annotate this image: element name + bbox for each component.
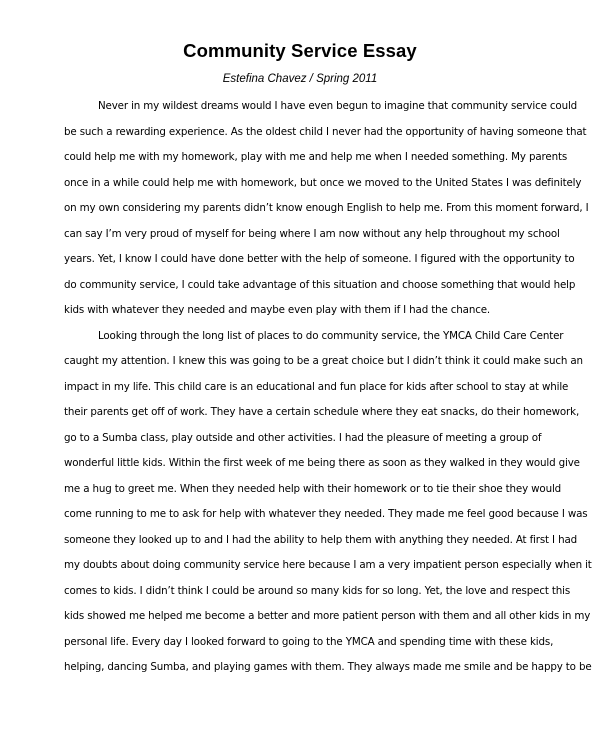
document-title: Community Service Essay <box>183 40 417 61</box>
text-line: caught my attention. I knew this was going to be a great choice but I didn’t think it could make such an <box>64 355 583 367</box>
text-line: can say I’m very proud of myself for being where I am now without any help throughout my school <box>64 227 560 240</box>
text-line: impact in my life. This child care is an educational and fun place for kids after school to stay at while <box>64 380 569 393</box>
text-line: their parents get off of work. They have a certain schedule where they eat snacks, do their homework, <box>64 406 580 418</box>
text-line: me a hug to greet me. When they needed help with their homework or to tie their shoe they would <box>64 482 562 495</box>
text-line: helping, dancing Sumba, and playing games with them. They always made me smile and be happy to be <box>64 661 592 673</box>
text-line: go to a Sumba class, play outside and other activities. I had the pleasure of meeting a group of <box>64 431 542 444</box>
text-line: comes to kids. I didn’t think I could be around so many kids for so long. Yet, the love and respect this <box>64 584 571 597</box>
text-line: once in a while could help me with homework, but once we moved to the United States I was definitely <box>64 176 582 189</box>
text-line: my doubts about doing community service here because I am a very impatient person especially when it <box>64 559 592 571</box>
text-line: be such a rewarding experience. As the oldest child I never had the opportunity of having someone that <box>64 125 587 138</box>
author-byline: Estefina Chavez / Spring 2011 <box>222 73 378 85</box>
text-line: do community service, I could take advantage of this situation and choose something that would help <box>64 278 576 291</box>
text-line: personal life. Every day I looked forward to going to the YMCA and spending time with these kids, <box>64 635 554 648</box>
text-line: Never in my wildest dreams would I have even begun to imagine that community service could <box>98 100 578 112</box>
text-line: kids with whatever they needed and maybe even play with them if I had the chance. <box>64 304 491 316</box>
text-line: someone they looked up to and I had the ability to help them with anything they needed. At first I had <box>64 533 577 546</box>
text-line: kids showed me helped me become a better and more patient person with them and all other kids in my <box>64 610 591 622</box>
text-line: come running to me to ask for help with whatever they needed. They made me feel good because I was <box>64 508 588 520</box>
text-line: Looking through the long list of places to do community service, the YMCA Child Care Center <box>98 329 564 342</box>
text-line: could help me with my homework, play with me and help me when I needed something. My parents <box>64 151 568 163</box>
essay-body <box>64 94 592 681</box>
text-line: wonderful little kids. Within the first week of me being there as soon as they walked in they would give <box>64 457 580 469</box>
text-line: on my own considering my parents didn’t know enough English to help me. From this moment forward, I <box>64 202 589 214</box>
text-line: years. Yet, I know I could have done better with the help of someone. I figured with the opportunity to <box>64 253 575 265</box>
